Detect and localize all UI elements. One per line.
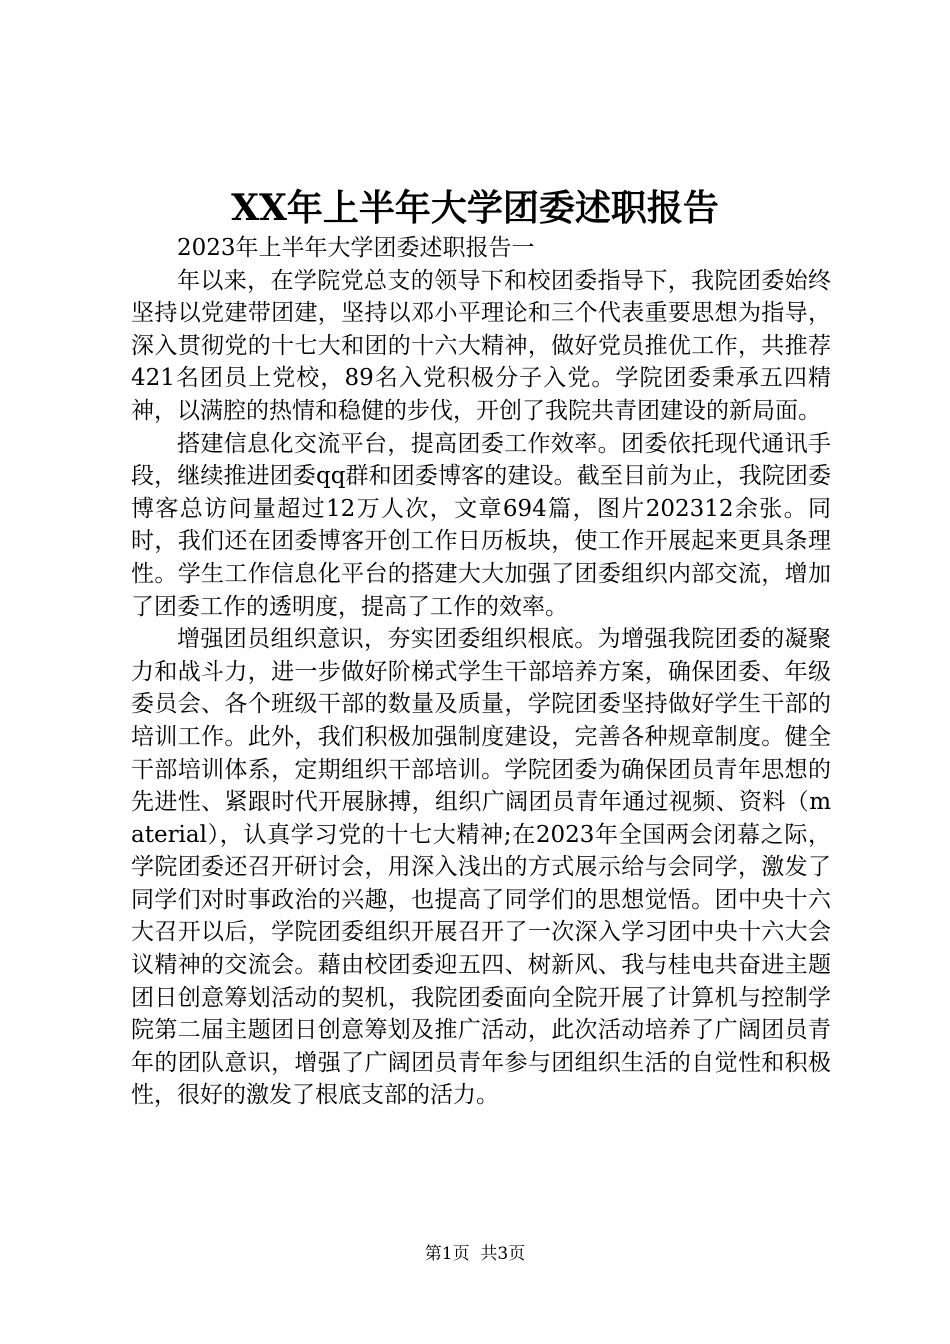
document-title: XX年上半年大学团委述职报告 [231, 187, 719, 229]
page-number-current: 第1页 [424, 1244, 470, 1264]
page-number-total: 共3页 [480, 1244, 526, 1264]
body-paragraph: 搭建信息化交流平台，提高团委工作效率。团委依托现代通讯手段，继续推进团委qq群和团委博客的建设。截至目前为止，我院团委博客总访问量超过12万人次，文章694篇，图片202312余张。同时，我们还在团委博客开创工作日历板块，使工作开展起来更具条理性。学生工作信息化平台的搭建大大加强了团委组织内部交流，增加了团委工作的透明度，提高了工作的效率。 [131, 430, 831, 620]
document-body [131, 232, 831, 1112]
body-paragraph: 年以来，在学院党总支的领导下和校团委指导下，我院团委始终坚持以党建带团建，坚持以邓小平理论和三个代表重要思想为指导，深入贯彻党的十七大和团的十六大精神，做好党员推优工作，共推荐421名团员上党校，89名入党积极分子入党。学院团委秉承五四精神，以满腔的热情和稳健的步伐，开创了我院共青团建设的新局面。 [131, 267, 831, 424]
page-footer [0, 1242, 950, 1266]
footer-spacer [470, 1244, 481, 1264]
subtitle-paragraph: 2023年上半年大学团委述职报告一 [177, 235, 535, 261]
body-paragraph: 增强团员组织意识，夯实团委组织根底。为增强我院团委的凝聚力和战斗力，进一步做好阶梯式学生干部培养方案，确保团委、年级委员会、各个班级干部的数量及质量，学院团委坚持做好学生干部的培训工作。此外，我们积极加强制度建设，完善各种规章制度。健全干部培训体系，定期组织干部培训。学院团委为确保团员青年思想的先进性、紧跟时代开展脉搏，组织广阔团员青年通过视频、资料（material），认真学习党的十七大精神;在2023年全国两会闭幕之际，学院团委还召开研讨会，用深入浅出的方式展示给与会同学，激发了同学们对时事政治的兴趣，也提高了同学们的思想觉悟。团中央十六大召开以后，学院团委组织开展召开了一次深入学习团中央十六大会议精神的交流会。藉由校团委迎五四、树新风、我与桂电共奋进主题团日创意筹划活动的契机，我院团委面向全院开展了计算机与控制学院第二届主题团日创意筹划及推广活动，此次活动培养了广阔团员青年的团队意识，增强了广阔团员青年参与团组织生活的自觉性和积极性，很好的激发了根底支部的活力。 [131, 626, 831, 1109]
